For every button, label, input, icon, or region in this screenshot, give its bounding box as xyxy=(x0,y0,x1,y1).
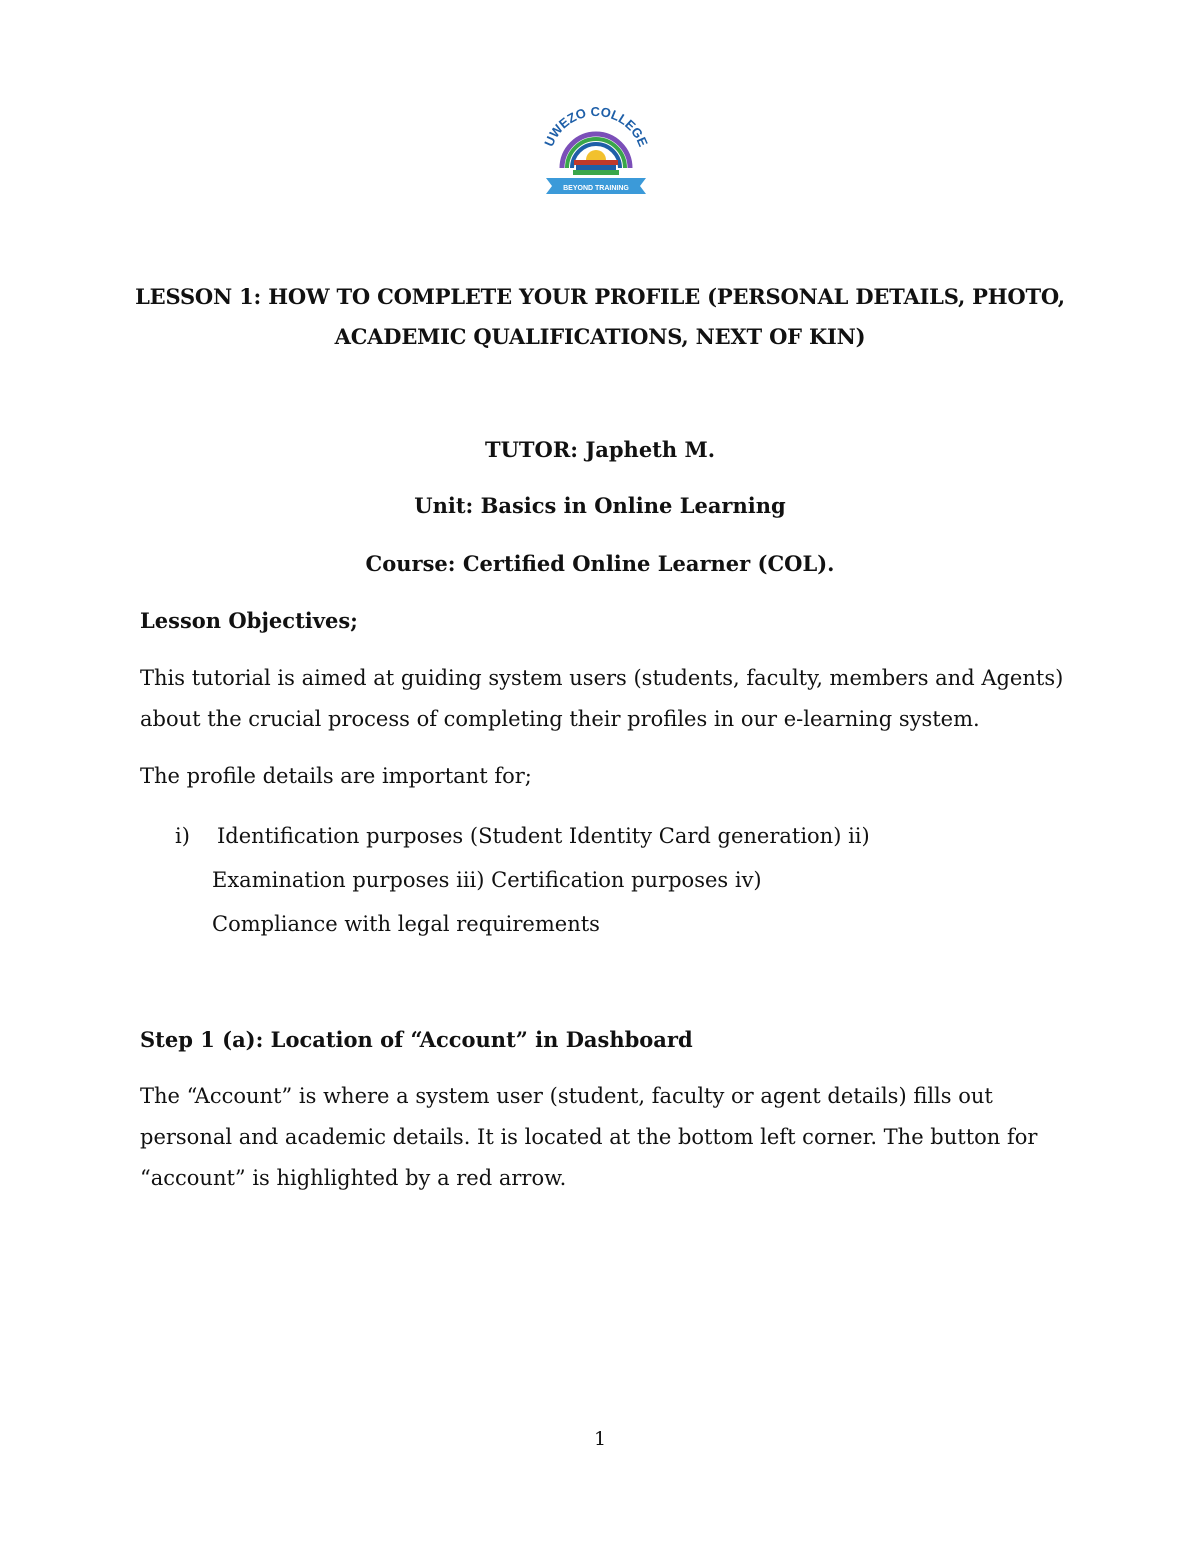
objectives-paragraph: This tutorial is aimed at guiding system users (students, faculty, members and Agents) about the crucial process of completing their profiles in our e-learning system. xyxy=(140,666,1064,731)
purpose-line-3: Compliance with legal requirements xyxy=(212,912,600,936)
step-paragraph: The “Account” is where a system user (student, faculty or agent details) fills out personal and academic details. It is located at the bottom left corner. The button for “account” is highlighted by a red arrow. xyxy=(140,1084,1038,1190)
unit-line: Unit: Basics in Online Learning xyxy=(414,493,786,518)
purpose-line-2: Examination purposes iii) Certification purposes iv) xyxy=(212,868,762,892)
purposes-list xyxy=(175,814,875,946)
uwezo-college-logo xyxy=(536,100,656,205)
lesson-title-line-2: ACADEMIC QUALIFICATIONS, NEXT OF KIN) xyxy=(334,324,866,349)
tutor-line: TUTOR: Japheth M. xyxy=(484,437,716,462)
list-number: i) xyxy=(175,824,190,848)
lesson-title-line-1: LESSON 1: HOW TO COMPLETE YOUR PROFILE (PERSONAL DETAILS, PHOTO, xyxy=(135,284,1065,309)
list-item-text: Identification purposes (Student Identity Card generation) ii) xyxy=(217,824,870,848)
svg-text:BEYOND TRAINING: BEYOND TRAINING xyxy=(563,185,629,192)
course-line: Course: Certified Online Learner (COL). xyxy=(365,551,835,576)
page-number: 1 xyxy=(593,1428,607,1450)
objectives-heading: Lesson Objectives; xyxy=(140,608,358,633)
step-heading: Step 1 (a): Location of “Account” in Dashboard xyxy=(140,1027,693,1052)
svg-text:UWEZO COLLEGE: UWEZO COLLEGE xyxy=(541,103,651,149)
profile-intro: The profile details are important for; xyxy=(140,764,532,788)
purpose-line-1 xyxy=(175,814,875,858)
